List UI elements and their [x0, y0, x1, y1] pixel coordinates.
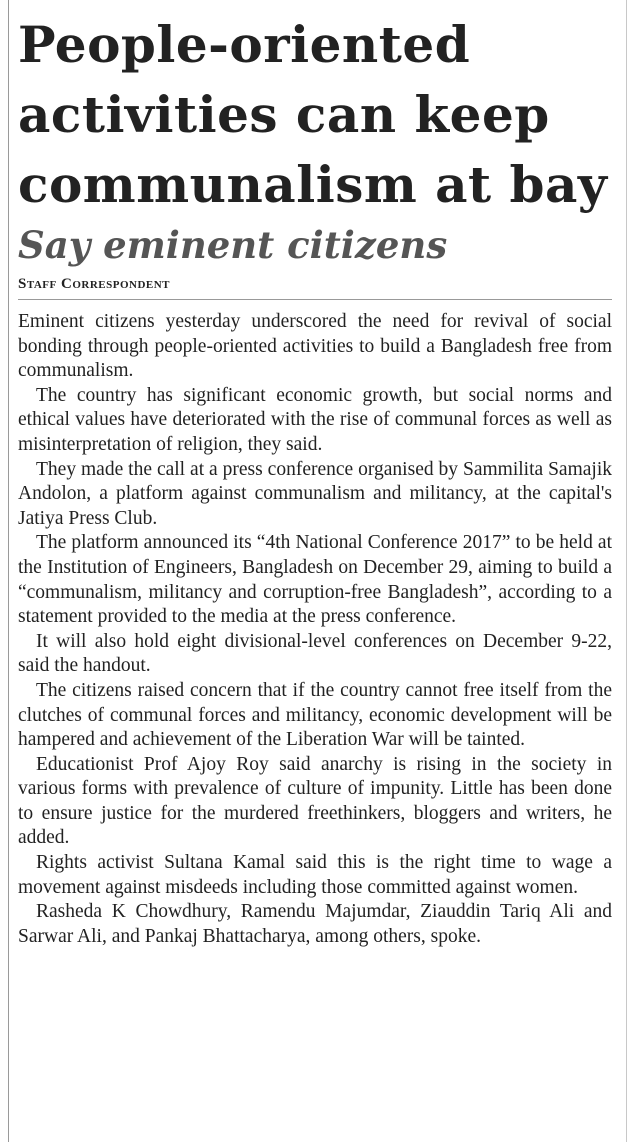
column-rule-left [8, 0, 9, 1142]
headline-line: communalism at bay [18, 155, 608, 214]
byline: Staff Correspondent [18, 276, 612, 300]
headline-line: People-oriented [18, 15, 471, 74]
headline [18, 10, 612, 220]
paragraph: The platform announced its “4th National Conference 2017” to be held at the Institution of Engineers, Bangladesh on December 29, aiming to build a “communalism, militancy and corruption-free Bangladesh”, according to a statement provided to the media at the press conference. [18, 532, 612, 628]
paragraph: The country has significant economic growth, but social norms and ethical values have deteriorated with the rise of communal forces as well as misinterpretation of religion, they said. [18, 384, 612, 455]
paragraph: It will also hold eight divisional-level conferences on December 9-22, said the handout. [18, 630, 612, 677]
paragraph: They made the call at a press conference organised by Sammilita Samajik Andolon, a platform against communalism and militancy, at the capital's Jatiya Press Club. [18, 458, 612, 529]
column-rule-right [626, 0, 627, 1142]
paragraph: The citizens raised concern that if the country cannot free itself from the clutches of communal forces and militancy, economic development will be hampered and achievement of the Liberation War will be tainted. [18, 679, 612, 751]
headline-line: activities can keep [18, 85, 550, 144]
paragraph: Rasheda K Chowdhury, Ramendu Majumdar, Ziauddin Tariq Ali and Sarwar Ali, and Pankaj Bhattacharya, among others, spoke. [18, 901, 612, 947]
subheadline: Say eminent citizens [18, 223, 448, 267]
news-article [18, 10, 612, 949]
article-body [18, 310, 612, 949]
paragraph: Educationist Prof Ajoy Roy said anarchy is rising in the society in various forms with prevalence of culture of impunity. Little has been done to ensure justice for the murdered freethinkers, bloggers and writers, he added. [18, 753, 612, 849]
paragraph: Rights activist Sultana Kamal said this is the right time to wage a movement against misdeeds including those committed against women. [18, 852, 612, 898]
paragraph: Eminent citizens yesterday underscored the need for revival of social bonding through people-oriented activities to build a Bangladesh free from communalism. [18, 311, 612, 382]
